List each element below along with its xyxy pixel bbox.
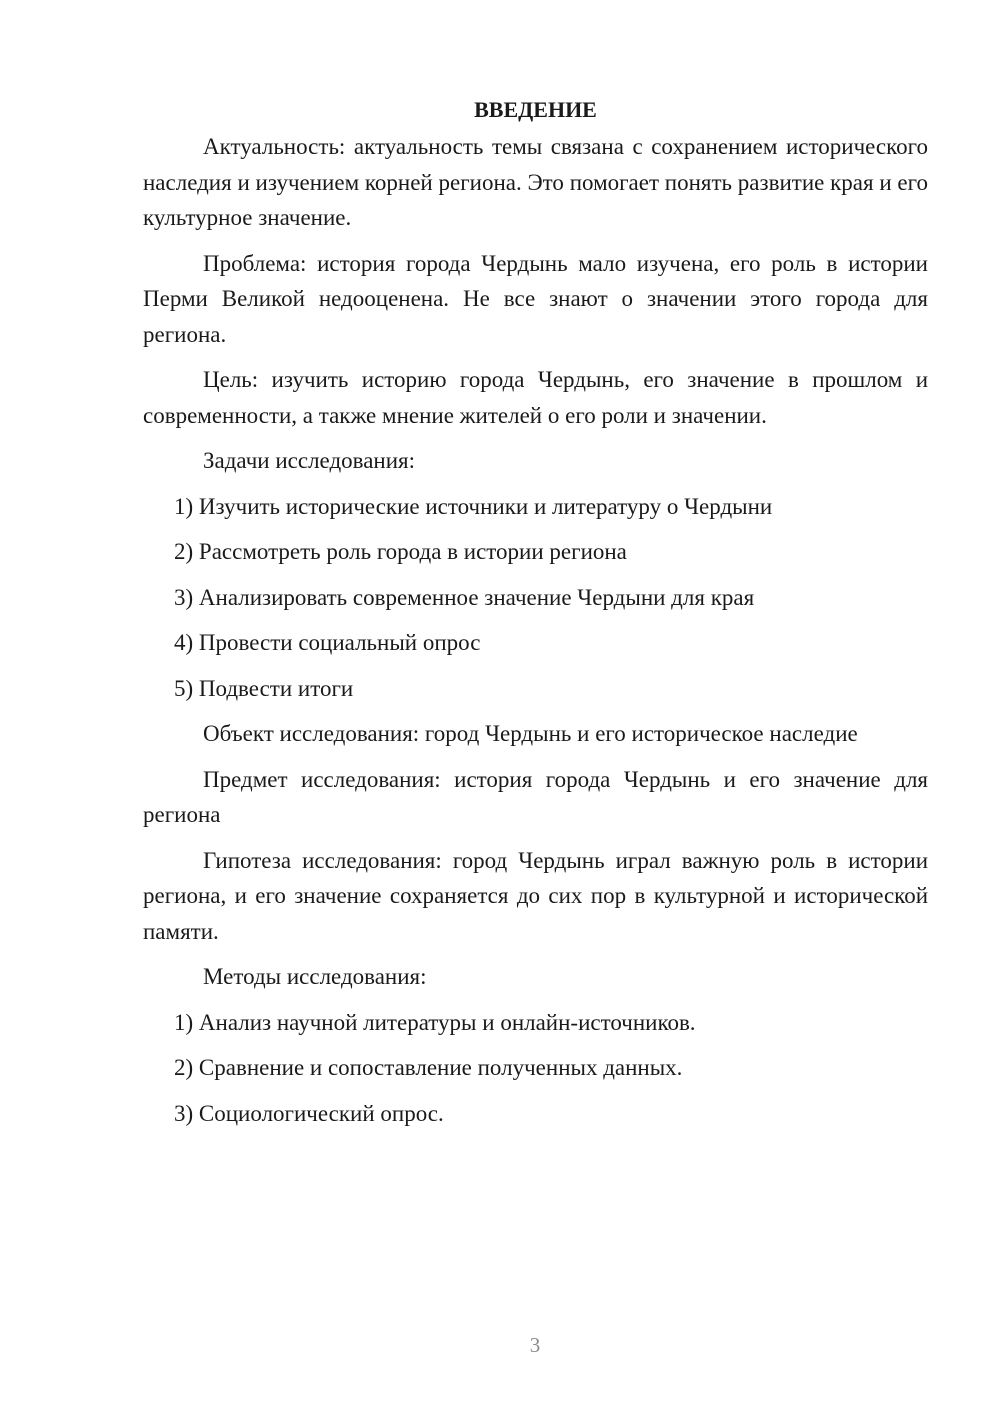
relevance-paragraph: Актуальность: актуальность темы связана с сохранением исторического наследия и изучением корней региона. Это помогает понять развитие края и его культурное значение. (143, 134, 928, 230)
goal-paragraph: Цель: изучить историю города Чердынь, его значение в прошлом и современности, а также мнение жителей о его роли и значении. (143, 367, 928, 428)
task-item: 5) Подвести итоги (174, 675, 354, 701)
hypothesis-paragraph: Гипотеза исследования: город Чердынь играл важную роль в истории региона, и его значение сохраняется до сих пор в культурной и исторической памяти. (143, 847, 928, 944)
object-line: Объект исследования: город Чердынь и его историческое наследие (203, 721, 858, 746)
method-item: 1) Анализ научной литературы и онлайн-источников. (174, 1009, 696, 1035)
task-item: 1) Изучить исторические источники и литературу о Чердыни (174, 493, 773, 519)
tasks-heading: Задачи исследования: (203, 448, 416, 473)
problem-paragraph: Проблема: история города Чердынь мало изучена, его роль в истории Перми Великой недооценена. Не все знают о значении этого города для региона. (143, 250, 928, 347)
page-number: 3 (529, 1333, 541, 1357)
section-title: ВВЕДЕНИЕ (474, 97, 597, 122)
task-item: 3) Анализировать современное значение Чердыни для края (174, 584, 755, 610)
task-item: 2) Рассмотреть роль города в истории региона (174, 539, 627, 564)
subject-paragraph: Предмет исследования: история города Чердынь и его значение для региона (143, 766, 928, 827)
page-content (143, 92, 928, 1141)
method-item: 3) Социологический опрос. (174, 1100, 444, 1126)
methods-heading: Методы исследования: (203, 964, 427, 989)
task-item: 4) Провести социальный опрос (174, 630, 481, 655)
method-item: 2) Сравнение и сопоставление полученных данных. (174, 1055, 683, 1080)
